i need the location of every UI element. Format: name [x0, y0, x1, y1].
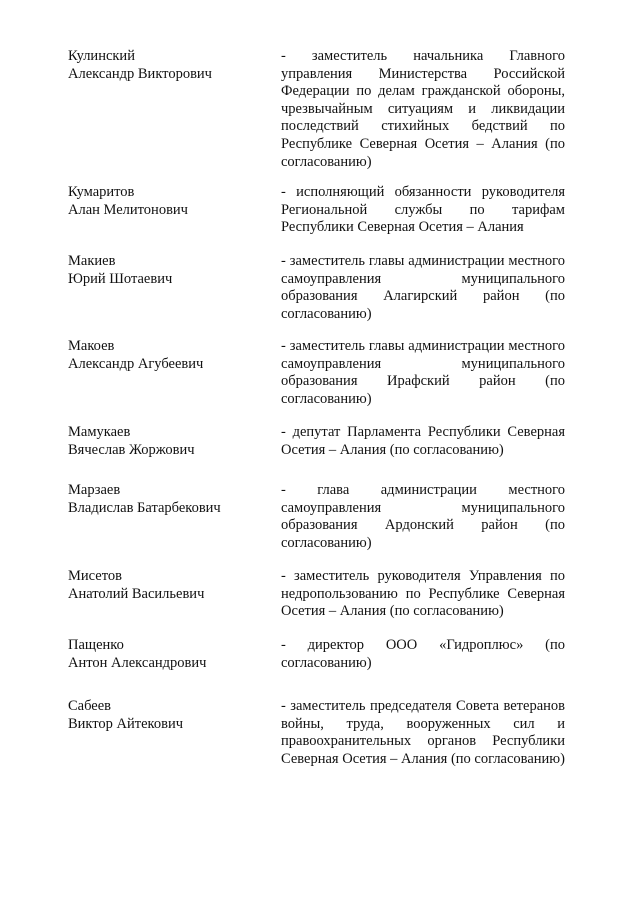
member-name	[68, 424, 273, 459]
member-surname: Сабеев	[68, 698, 112, 714]
member-surname: Кумаритов	[68, 184, 135, 200]
member-surname: Кулинский	[68, 48, 135, 64]
member-surname: Марзаев	[68, 482, 121, 498]
member-name	[68, 698, 273, 733]
member-surname: Мамукаев	[68, 424, 131, 440]
member-name	[68, 253, 273, 288]
member-role: - заместитель руководителя Управления по недропользованию по Республике Северная Осетия – Алания (по согласованию)	[281, 568, 565, 620]
member-given-names: Владислав Батарбекович	[68, 499, 221, 516]
member-name	[68, 338, 273, 373]
member-name	[68, 568, 273, 603]
member-given-names: Александр Викторович	[68, 65, 212, 82]
member-given-names: Антон Александрович	[68, 654, 207, 671]
member-given-names: Алан Мелитонович	[68, 201, 188, 218]
member-given-names: Юрий Шотаевич	[68, 270, 173, 287]
member-given-names: Александр Агубеевич	[68, 355, 204, 372]
member-given-names: Вячеслав Жоржович	[68, 441, 195, 458]
member-role: - глава администрации местного самоуправления муниципального образования Ардонский район (по согласованию)	[281, 482, 565, 551]
member-role: - заместитель начальника Главного управления Министерства Российской Федерации по делам гражданской обороны, чрезвычайным ситуациям и ликвидации последствий стихийных бедствий по Республике Северная Осетия – Алания (по согласованию)	[281, 48, 565, 170]
member-role: - исполняющий обязанности руководителя Региональной службы по тарифам Республики Северная Осетия – Алания	[281, 184, 565, 236]
member-given-names: Анатолий Васильевич	[68, 585, 205, 602]
member-role: - заместитель председателя Совета ветеранов войны, труда, вооруженных сил и правоохранительных органов Республики Северная Осетия – Алания (по согласованию)	[281, 698, 565, 767]
member-name	[68, 637, 273, 672]
member-given-names: Виктор Айтекович	[68, 715, 184, 732]
member-surname: Мисетов	[68, 568, 122, 584]
member-surname: Макоев	[68, 338, 115, 354]
member-surname: Макиев	[68, 253, 116, 269]
member-role: - заместитель главы администрации местного самоуправления муниципального образования Алагирский район (по согласованию)	[281, 253, 565, 322]
member-role: - директор ООО «Гидроплюс» (по согласованию)	[281, 637, 565, 671]
member-name	[68, 482, 273, 517]
member-name	[68, 48, 273, 83]
member-role: - депутат Парламента Республики Северная Осетия – Алания (по согласованию)	[281, 424, 565, 458]
member-name	[68, 184, 273, 219]
member-role: - заместитель главы администрации местного самоуправления муниципального образования Ирафский район (по согласованию)	[281, 338, 565, 407]
member-surname: Пащенко	[68, 637, 124, 653]
